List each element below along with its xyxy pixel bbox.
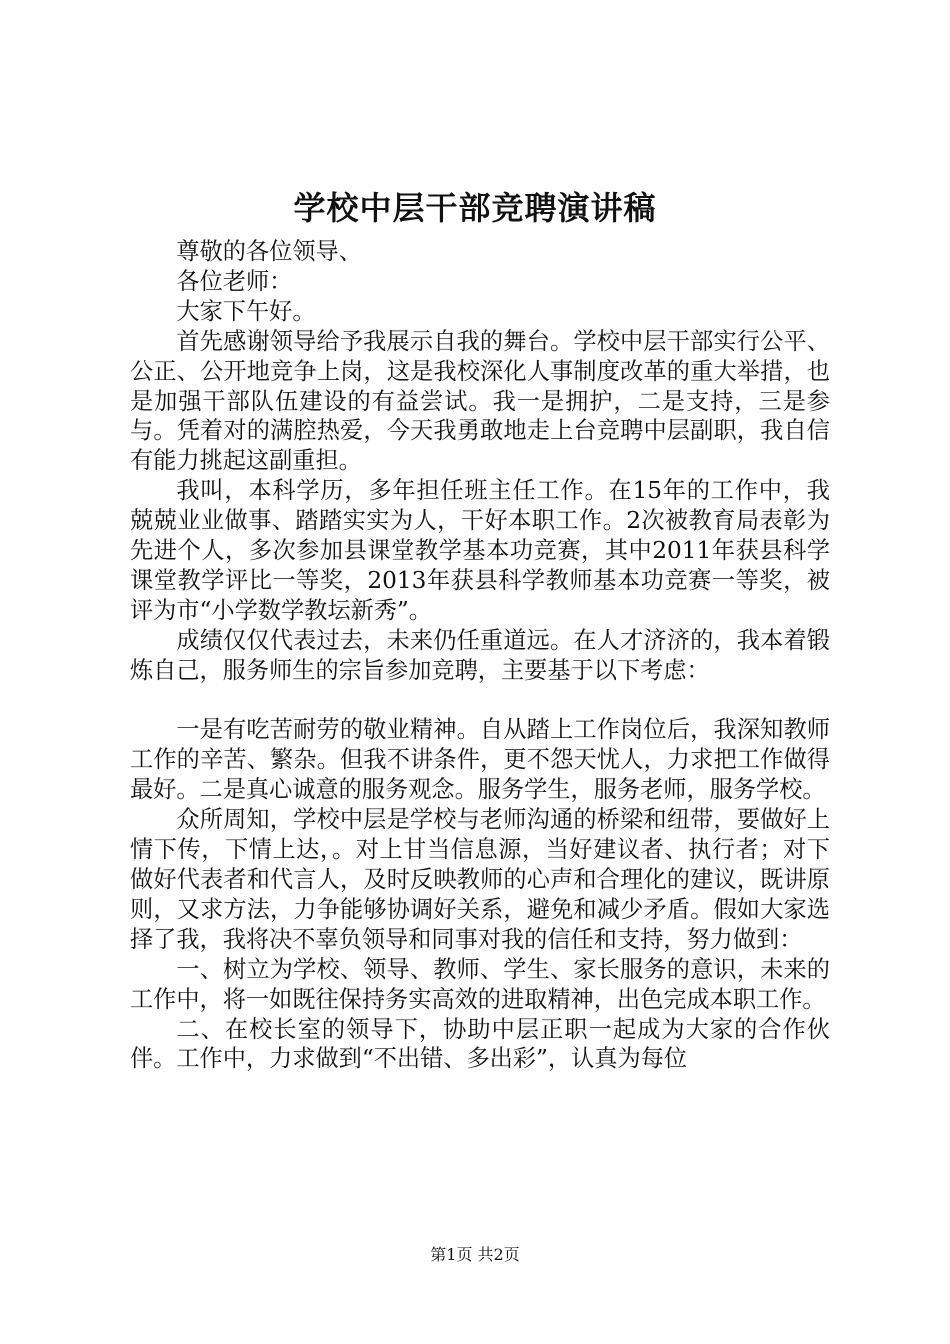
page-number-footer: 第1页 共2页: [430, 1245, 520, 1264]
paragraph-intro: 首先感谢领导给予我展示自我的舞台。学校中层干部实行公平、公正、公开地竞争上岗，这是我校深化人事制度改革的重大举措，也是加强干部队伍建设的有益尝试。我一是拥护，二是支持，三是参与。凭着对的满腔热爱，今天我勇敢地走上台竞聘中层副职，我自信有能力挑起这副重担。: [130, 327, 830, 475]
paragraph-role-of-middle-management: 众所周知，学校中层是学校与老师沟通的桥梁和纽带，要做好上情下传，下情上达，。对上甘当信息源，当好建议者、执行者；对下做好代表者和代言人，及时反映教师的心声和合理化的建议，既讲原则，又求方法，力争能够协调好关系，避免和减少矛盾。假如大家选择了我，我将决不辜负领导和同事对我的信任和支持，努力做到：: [130, 806, 830, 953]
paragraph-commitment-two: 二、在校长室的领导下，协助中层正职一起成为大家的合作伙伴。工作中，力求做到“不出错、多出彩”，认真为每位: [130, 1015, 830, 1073]
document-body: [130, 237, 830, 1074]
paragraph-self-introduction: 我叫，本科学历，多年担任班主任工作。在15年的工作中，我兢兢业业做事、踏踏实实为人，干好本职工作。2次被教育局表彰为先进个人，多次参加县课堂教学基本功竞赛，其中2011年获县科学课堂教学评比一等奖，2013年获县科学教师基本功竞赛一等奖，被评为市“小学数学教坛新秀”。: [130, 477, 830, 624]
document-title: 学校中层干部竞聘演讲稿: [293, 189, 657, 227]
paragraph-blank: [130, 686, 830, 716]
paragraph-reason-one: 一是有吃苦耐劳的敬业精神。自从踏上工作岗位后，我深知教师工作的辛苦、繁杂。但我不讲条件，更不怨天忧人，力求把工作做得最好。二是真心诚意的服务观念。服务学生，服务老师，服务学校。: [130, 716, 830, 804]
paragraph-greeting-teachers: 各位老师：: [176, 267, 293, 295]
paragraph-greeting-afternoon: 大家下午好。: [176, 297, 316, 325]
paragraph-commitment-one: 一、树立为学校、领导、教师、学生、家长服务的意识，未来的工作中，将一如既往保持务实高效的进取精神，出色完成本职工作。: [130, 955, 830, 1013]
paragraph-motivation: 成绩仅仅代表过去，未来仍任重道远。在人才济济的，我本着锻炼自己，服务师生的宗旨参加竞聘，主要基于以下考虑：: [130, 626, 830, 684]
paragraph-greeting-leaders: 尊敬的各位领导、: [176, 238, 362, 265]
